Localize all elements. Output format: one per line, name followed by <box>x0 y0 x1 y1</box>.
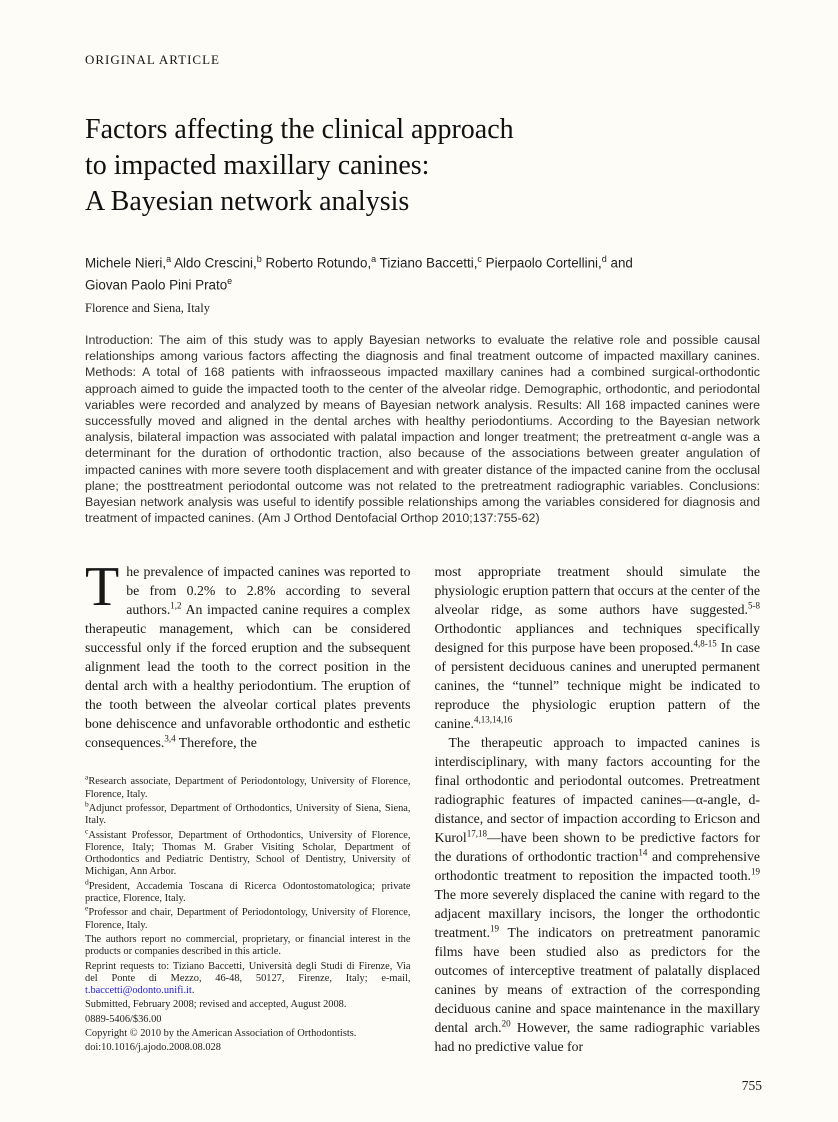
footnote-affiliation-d: $^d$President, Accademia Toscana di Ricerca Odontostomatologica; private practice, Florence, Italy. <box>85 877 411 905</box>
paragraph-text: he prevalence of impacted canines was reported to be from 0.2% to 2.8% according to several authors.$^{1,2}$ An impacted canine requires a complex therapeutic management, which can be considered successful only if the forced eruption and the subsequent alignment lead the tooth to the correct position in the dental arch with a healthy periodontium. The eruption of the tooth between the alveolar cortical plates prevents bone dehiscence and unfavorable orthodontic and esthetic consequences.$^{3,4}$ Therefore, the <box>85 564 411 751</box>
abstract-text: Introduction: The aim of this study was to apply Bayesian networks to evaluate the relative role and possible causal relationships among various factors affecting the diagnosis and final treatment outcome of impacted maxillary canines. Methods: A total of 168 patients with infraosseous impacted maxillary canines had a combined surgical-orthodontic approach aimed to guide the impacted tooth to the center of the alveolar ridge. Demographic, orthodontic, and periodontal variables were recorded and analyzed by means of Bayesian network analysis. Results: All 168 impacted canines were successfully moved and aligned in the dental arches with healthy periodontiums. According to the Bayesian network analysis, bilateral impaction was associated with palatal impaction and longer treatment; the pretreatment α-angle was a determinant for the duration of orthodontic traction, also because of the associations between greater angulation of impacted canines with more severe tooth displacement and with greater distance of the impacted canine from the occlusal plane; the posttreatment periodontal outcome was not related to the pretreatment radiographic variables. Conclusions: Bayesian network analysis was useful to identify possible relationships among the variables considered for diagnosis and treatment of impacted canines. (Am J Orthod Dentofacial Orthop 2010;137:755-62) <box>85 332 760 526</box>
column-left <box>85 556 411 1056</box>
footnote-issn: 0889-5406/$36.00 <box>85 1013 162 1025</box>
reprint-text-end: . <box>191 985 195 997</box>
body-paragraph-approach: The therapeutic approach to impacted canines is interdisciplinary, with many factors accounting for the final orthodontic and periodontal outcomes. Pretreatment radiographic features of impacted canines—α-angle, d-distance, and sector of impaction according to Ericson and Kurol$^{17,18}$—have been shown to be predictive factors for the durations of orthodontic traction$^{14}$ and comprehensive orthodontic treatment to reposition the impacted tooth.$^{19}$ The more severely displaced the canine with regard to the adjacent maxillary incisors, the longer the orthodontic treatment.$^{19}$ The indicators on pretreatment panoramic films have been studied also as predictors for the outcomes of interceptive treatment of palatally displaced canines by means of extraction of the corresponding deciduous canine and space maintenance in the maxillary dental arch.$^{20}$ However, the same radiographic variables had no predictive value for <box>434 735 760 1055</box>
authors <box>85 250 760 295</box>
footnote-affiliation-b: $^b$Adjunct professor, Department of Orthodontics, University of Siena, Siena, Italy. <box>85 799 411 827</box>
affiliation-location: Florence and Siena, Italy <box>85 300 210 315</box>
column-right <box>435 562 761 1056</box>
article-title <box>85 112 760 220</box>
drop-cap: T <box>85 556 120 619</box>
section-label: ORIGINAL ARTICLE <box>85 52 220 67</box>
footnote-submitted: Submitted, February 2008; revised and accepted, August 2008. <box>85 999 347 1011</box>
footnote-affiliation-e: $^e$Professor and chair, Department of Periodontology, University of Florence, Florence, Italy. <box>85 903 411 931</box>
reprint-text: Reprint requests to: Tiziano Baccetti, Università degli Studi di Firenze, Via del Ponte di Mezzo, 46-48, 50127, Firenze, Italy; e-mail, <box>85 960 411 984</box>
email-link[interactable]: t.baccetti@odonto.unifi.it <box>85 985 192 997</box>
page-number: 755 <box>741 1078 762 1093</box>
footnotes-block <box>85 772 411 1054</box>
body-paragraph-intro <box>85 556 411 752</box>
footnote-copyright: Copyright © 2010 by the American Association of Orthodontists. <box>85 1028 357 1040</box>
footnote-affiliation-a: $^a$Research associate, Department of Periodontology, University of Florence, Florence, Italy. <box>85 772 411 800</box>
footnote-affiliation-c: $^c$Assistant Professor, Department of Orthodontics, University of Florence, Florence, Italy; Thomas M. Graber Visiting Scholar, Department of Orthodontics and Pediatric Dentistry, School of Dentistry, University of Michigan, Ann Arbor. <box>85 826 411 878</box>
title-line-2: to impacted maxillary canines: <box>85 150 430 181</box>
title-line-1: Factors affecting the clinical approach <box>85 114 514 145</box>
footnote-disclosure: The authors report no commercial, proprietary, or financial interest in the products or companies described in this article. <box>85 933 411 958</box>
footnote-doi: doi:10.1016/j.ajodo.2008.08.028 <box>85 1042 221 1054</box>
authors-line-2: Giovan Paolo Pini Prato$^e$ <box>85 276 233 293</box>
title-line-3: A Bayesian network analysis <box>85 186 410 217</box>
footnote-reprint <box>85 961 411 998</box>
body-paragraph-treatment: most appropriate treatment should simulate the physiologic eruption pattern that occurs at the center of the alveolar ridge, as some authors have suggested.$^{5-8}$ Orthodontic appliances and techniques specifically designed for this purpose have been proposed.$^{4,8-15}$ In case of persistent deciduous canines and unerupted permanent canines, the “tunnel” technique might be indicated to reproduce the physiologic eruption pattern of the canine.$^{4,13,14,16}$ <box>434 564 761 732</box>
authors-line-1: Michele Nieri,$^a$ Aldo Crescini,$^b$ Roberto Rotundo,$^a$ Tiziano Baccetti,$^c$ Pierpaolo Cortellini,$^d$ and <box>85 254 633 271</box>
body-columns <box>85 556 761 1056</box>
